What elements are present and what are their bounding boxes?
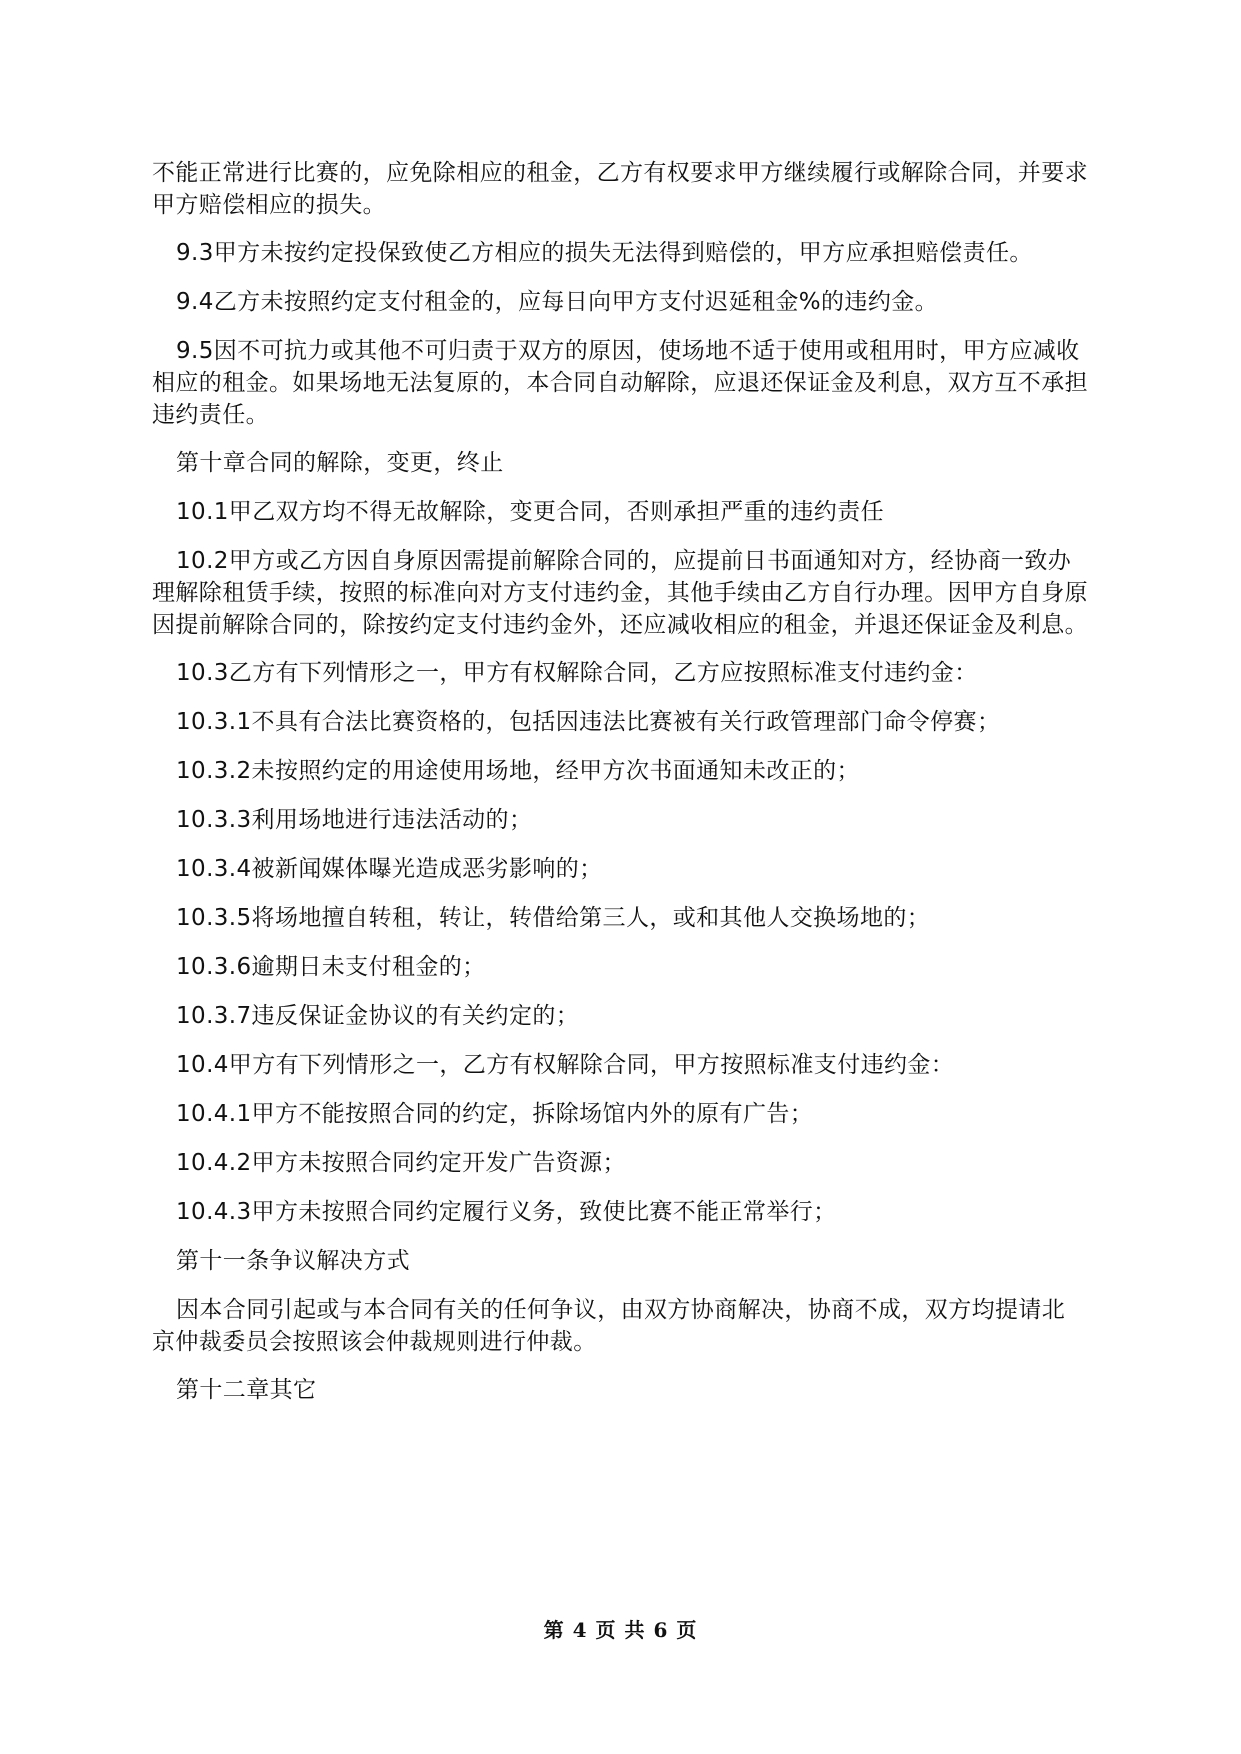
paragraph-10-3: 10.3乙方有下列情形之一，甲方有权解除合同，乙方应按照标准支付违约金： [176, 660, 978, 686]
paragraph-10-3-4: 10.3.4被新闻媒体曝光造成恶劣影响的； [176, 856, 603, 882]
paragraph-10-3-2: 10.3.2未按照约定的用途使用场地，经甲方次书面通知未改正的； [176, 758, 860, 784]
page-number-footer: 第 4 页 共 6 页 [543, 1618, 698, 1642]
article-11-heading: 第十一条争议解决方式 [176, 1248, 410, 1274]
paragraph-10-3-3: 10.3.3利用场地进行违法活动的； [176, 807, 533, 833]
paragraph-10-4-2: 10.4.2甲方未按照合同约定开发广告资源； [176, 1150, 626, 1176]
paragraph-10-2: 10.2甲方或乙方因自身原因需提前解除合同的，应提前日书面通知对方，经协商一致办理解除租赁手续，按照的标准向对方支付违约金，其他手续由乙方自行办理。因甲方自身原因提前解除合同的，除按约定支付违约金外，还应减收相应的租金，并退还保证金及利息。 [152, 548, 1088, 638]
paragraph-10-3-7: 10.3.7违反保证金协议的有关约定的； [176, 1003, 580, 1029]
chapter-10-heading: 第十章合同的解除，变更，终止 [176, 450, 504, 476]
paragraph-dispute-resolution: 因本合同引起或与本合同有关的任何争议，由双方协商解决，协商不成，双方均提请北京仲裁委员会按照该会仲裁规则进行仲裁。 [152, 1297, 1066, 1355]
paragraph-9-3: 9.3甲方未按约定投保致使乙方相应的损失无法得到赔偿的，甲方应承担赔偿责任。 [176, 240, 1033, 266]
chapter-12-heading: 第十二章其它 [176, 1377, 317, 1403]
paragraph-10-4: 10.4甲方有下列情形之一，乙方有权解除合同，甲方按照标准支付违约金： [176, 1052, 955, 1078]
paragraph-9-4: 9.4乙方未按照约定支付租金的，应每日向甲方支付迟延租金%的违约金。 [176, 289, 939, 315]
paragraph-10-3-1: 10.3.1不具有合法比赛资格的，包括因违法比赛被有关行政管理部门命令停赛； [176, 709, 1001, 735]
paragraph-10-4-1: 10.4.1甲方不能按照合同的约定，拆除场馆内外的原有广告； [176, 1101, 814, 1127]
paragraph-10-3-5: 10.3.5将场地擅自转租，转让，转借给第三人，或和其他人交换场地的； [176, 905, 931, 931]
paragraph-10-1: 10.1甲乙双方均不得无故解除，变更合同，否则承担严重的违约责任 [176, 499, 885, 525]
document-body [152, 157, 1088, 1406]
paragraph-10-3-6: 10.3.6逾期日未支付租金的； [176, 954, 486, 980]
paragraph-9-5: 9.5因不可抗力或其他不可归责于双方的原因，使场地不适于使用或租用时，甲方应减收相应的租金。如果场地无法复原的，本合同自动解除，应退还保证金及利息，双方互不承担违约责任。 [152, 338, 1088, 428]
paragraph-continued-9-2: 不能正常进行比赛的，应免除相应的租金，乙方有权要求甲方继续履行或解除合同，并要求甲方赔偿相应的损失。 [152, 160, 1088, 218]
paragraph-10-4-3: 10.4.3甲方未按照合同约定履行义务，致使比赛不能正常举行； [176, 1199, 837, 1225]
